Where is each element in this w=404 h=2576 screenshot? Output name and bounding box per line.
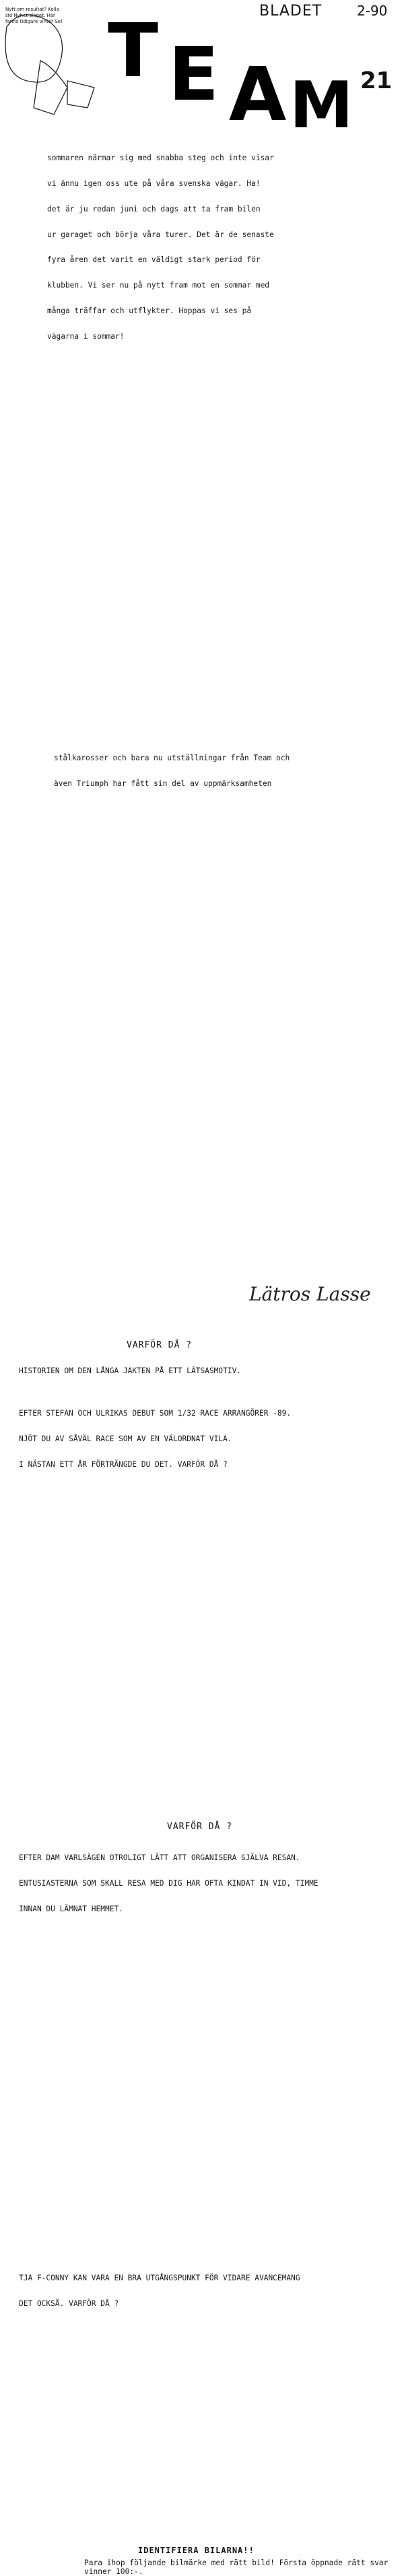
- intro-line: fyra åren det varit en väldigt stark period för: [47, 255, 261, 265]
- signature: Lätros Lasse: [249, 1283, 371, 1305]
- part2-line: ENTUSIASTERNA SOM SKALL RESA MED DIG HAR OFTA KINDAT IN VID, TIMME: [19, 1878, 318, 1888]
- varfor-part-2: [19, 1837, 396, 1931]
- part1-line: NJÖT DU AV SÅVÄL RACE SOM AV EN VÄLORDNAT VILA.: [19, 1434, 232, 1443]
- masthead-letter-e: E: [168, 31, 220, 117]
- masthead-letter-a: A: [229, 51, 287, 137]
- intro-line: det är ju redan juni och dags att ta fram bilen: [47, 204, 261, 213]
- masthead-letter-t: T: [108, 7, 159, 94]
- part1-line: EFTER STEFAN OCH ULRIKAS DEBUT SOM 1/32 RACE ARRANGÖRER -89.: [19, 1409, 292, 1418]
- intro-line: många träffar och utflykter. Hoppas vi ses på: [47, 306, 252, 315]
- masthead-issue: 2-90: [357, 3, 388, 19]
- masthead-number: 21: [360, 67, 393, 94]
- part1-line: HISTORIEN OM DEN LÅNGA JAKTEN PÅ ETT LÄTSASMOTIV.: [19, 1366, 242, 1376]
- intro-line: vi ännu igen oss ute på våra svenska vägar. Ha!: [47, 178, 261, 188]
- intro-line: klubben. Vi ser nu på nytt fram mot en sommar med: [47, 281, 270, 290]
- varfor-heading-1: VARFÖR DÅ ?: [127, 1340, 193, 1350]
- part1-line: I NÄSTAN ETT ÅR FÖRTRÄNGDE DU DET. VARFÖR DÅ ?: [19, 1459, 228, 1469]
- varfor-heading-2: VARFÖR DÅ ?: [167, 1822, 233, 1832]
- article2-line: stålkarosser och bara nu utställningar från Team och: [54, 754, 290, 763]
- part3-line: DET OCKSÅ. VARFÖR DÅ ?: [19, 2299, 119, 2308]
- varfor-part-1: [19, 1350, 396, 1486]
- masthead-bladet: BLADET: [259, 3, 323, 20]
- intro-article: [47, 137, 397, 358]
- masthead: [0, 0, 404, 143]
- intro-line: vägarna i sommar!: [47, 331, 125, 341]
- article2-line: även Triumph har fått sin del av uppmärksamheten: [54, 779, 272, 788]
- masthead-letter-m: M: [290, 69, 354, 143]
- part3-line: TJA F-CONNY KAN VARA EN BRA UTGÅNGSPUNKT FÖR VIDARE AVANCEMANG: [19, 2274, 300, 2283]
- identify-text: Para ihop följande bilmärke med rätt bild! Första öppnade rätt svar vinner 100:-.: [84, 2558, 393, 2576]
- varfor-part-3: [19, 2257, 396, 2325]
- cartoon-speech: Nytt om resultat? Kolla sid Nyhet-slaget. Här fanns tidigare vinter Se!: [5, 7, 63, 24]
- intro-line: sommaren närmar sig med snabba steg och inte visar: [47, 154, 274, 163]
- second-article: [54, 737, 397, 805]
- part2-line: EFTER DAM VARLSÄGEN OTROLIGT LÄTT ATT ORGANISERA SJÄLVA RESAN.: [19, 1853, 300, 1863]
- intro-line: ur garaget och börja våra turer. Det är de senaste: [47, 230, 274, 239]
- identify-title: IDENTIFIERA BILARNA!!: [138, 2546, 255, 2555]
- part2-line: INNAN DU LÄMNAT HEMMET.: [19, 1904, 123, 1913]
